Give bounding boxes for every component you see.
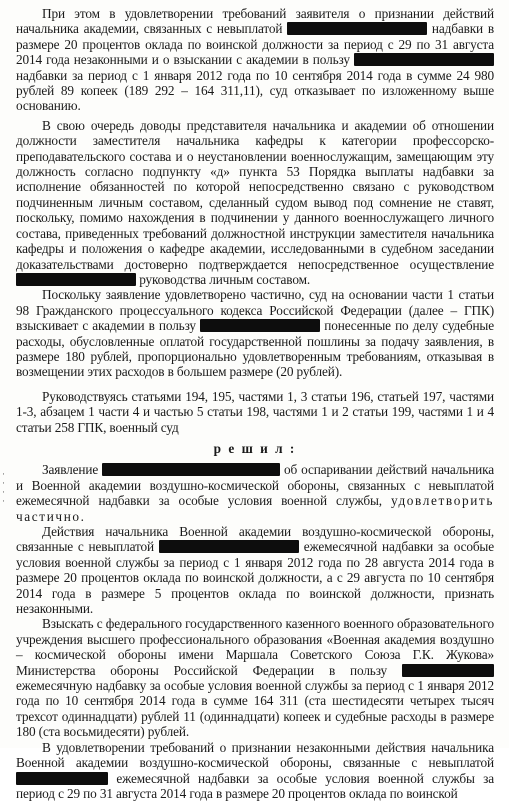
paragraph-legal-basis [16, 389, 494, 435]
redaction-bar [200, 319, 320, 332]
document-body [16, 6, 494, 801]
text-fragment: Заявление [42, 462, 99, 478]
redaction-bar [402, 664, 494, 677]
paragraph-arguments [16, 118, 494, 287]
paragraph-recovery [16, 616, 494, 739]
paragraph-application [16, 462, 494, 524]
text-fragment: В свою очередь доводы представителя начальника и академии об отношении должности заместителя начальника кафедры к категории профессорско-преподавательского состава и о неустановлении военнослужащим, замещающим эту должность согласно подпункту «д» пункта 53 Порядка выплаты надбавки за исполнение обязанностей по которой непосредственно связано с руководством подчиненным личным составом, сделанный судом вывод под сомнение не ставят, поскольку, помимо нахождения в подчинении у данного военнослужащего личного состава, приведенных требований должностной инструкции заместителя начальника кафедры и положения о кафедре академии, исследованными в судебном заседании доказательствами достоверно подтверждается непосредственное осуществление [16, 117, 494, 272]
redaction-bar [102, 463, 280, 476]
text-fragment: об оспаривании действий начальника и Военной академии воздушно-космической обороны, связанных с невыплатой ежемесячной надбавки за особые условия военной службы, [16, 462, 494, 509]
text-fragment: В удовлетворении требований о признании незаконными действия начальника Военной академии воздушно-космической обороны, связанные с невыплатой [16, 739, 494, 771]
text-fragment: надбавки за период с 1 января 2012 года по 10 сентября 2014 года в сумме 24 980 рублей 89 копеек (189 292 – 164 311,11), суд отказывает по изложенному выше основанию. [16, 67, 494, 114]
redaction-bar [16, 273, 136, 286]
text-fragment: понесенные по делу судебные расходы, обусловленные оплатой государственной пошлины за подачу заявления, в размере 180 рублей, пропорционально удовлетворенным требованиям, отказывая в возмещении этих расходов в большем размере (20 рублей). [16, 318, 494, 380]
paragraph-actions-unlawful [16, 524, 494, 616]
redaction-bar [16, 772, 108, 785]
text-fragment: удовлетворить частично. [16, 493, 494, 524]
text-fragment: надбавки в размере 20 процентов оклада по воинской должности за период с 29 по 31 августа 2014 года незаконными и о взыскании с академии в пользу [16, 21, 494, 68]
paragraph-partial-refusal [16, 740, 494, 801]
redaction-bar [159, 540, 299, 553]
text-fragment: Руководствуясь статьями 194, 195, частями 1, 3 статьи 196, статьей 197, частями 1-3, абзацем 1 части 4 и частью 5 статьи 198, частями 1 и 2 статьи 199, частями 1 и 4 статьи 258 ГПК, военный суд [16, 388, 494, 435]
text-fragment: При этом в удовлетворении требований заявителя о признании действий начальника академии, связанных с невыплатой [16, 6, 494, 37]
decision-heading: р е ш и л : [213, 440, 297, 456]
scan-edge-mark: · · · · [2, 469, 5, 506]
text-fragment: ежемесячную надбавку за особые условия военной службы за период с 1 января 2012 года по 10 сентября 2014 года в сумме 164 311 (ста шестидесяти четырех тысяч трехсот одиннадцати) рублей 11 (одиннадцати) копеек и судебные расходы в размере 180 (ста восьмидесяти) рублей. [16, 678, 494, 740]
redaction-bar [354, 53, 494, 66]
text-fragment: Действия начальника Военной академии воздушно-космической обороны, связанные с невыплатой [16, 524, 494, 555]
text-fragment: Поскольку заявление удовлетворено частично, суд на основании части 1 статьи 98 Гражданского процессуального кодекса Российской Федерации (далее – ГПК) взыскивает с академии в пользу [16, 287, 494, 334]
text-fragment: ежемесячной надбавки за особые условия военной службы за период с 1 января 2012 года по 28 августа 2014 года в размере 20 процентов оклада по воинской должности, а с 29 августа по 10 сентября 2014 года в размере 5 процентов оклада по воинской должности, признать незаконными. [16, 539, 494, 617]
text-fragment: Взыскать с федерального государственного казенного военного образовательного учреждения высшего профессионального образования «Военная академия воздушно – космической обороны имени Маршала Советского Союза Г.К. Жукова» Министерства обороны Российской Федерации в пользу [16, 616, 494, 678]
redaction-bar [287, 22, 427, 35]
text-fragment: ежемесячной надбавки за особые условия военной службы за период с 29 по 31 августа 2014 года в размере 20 процентов оклада по воинской [16, 770, 494, 801]
paragraph-court-costs [16, 287, 494, 379]
paragraph-refusal [16, 6, 494, 114]
text-fragment: руководства личным составом. [139, 271, 311, 287]
